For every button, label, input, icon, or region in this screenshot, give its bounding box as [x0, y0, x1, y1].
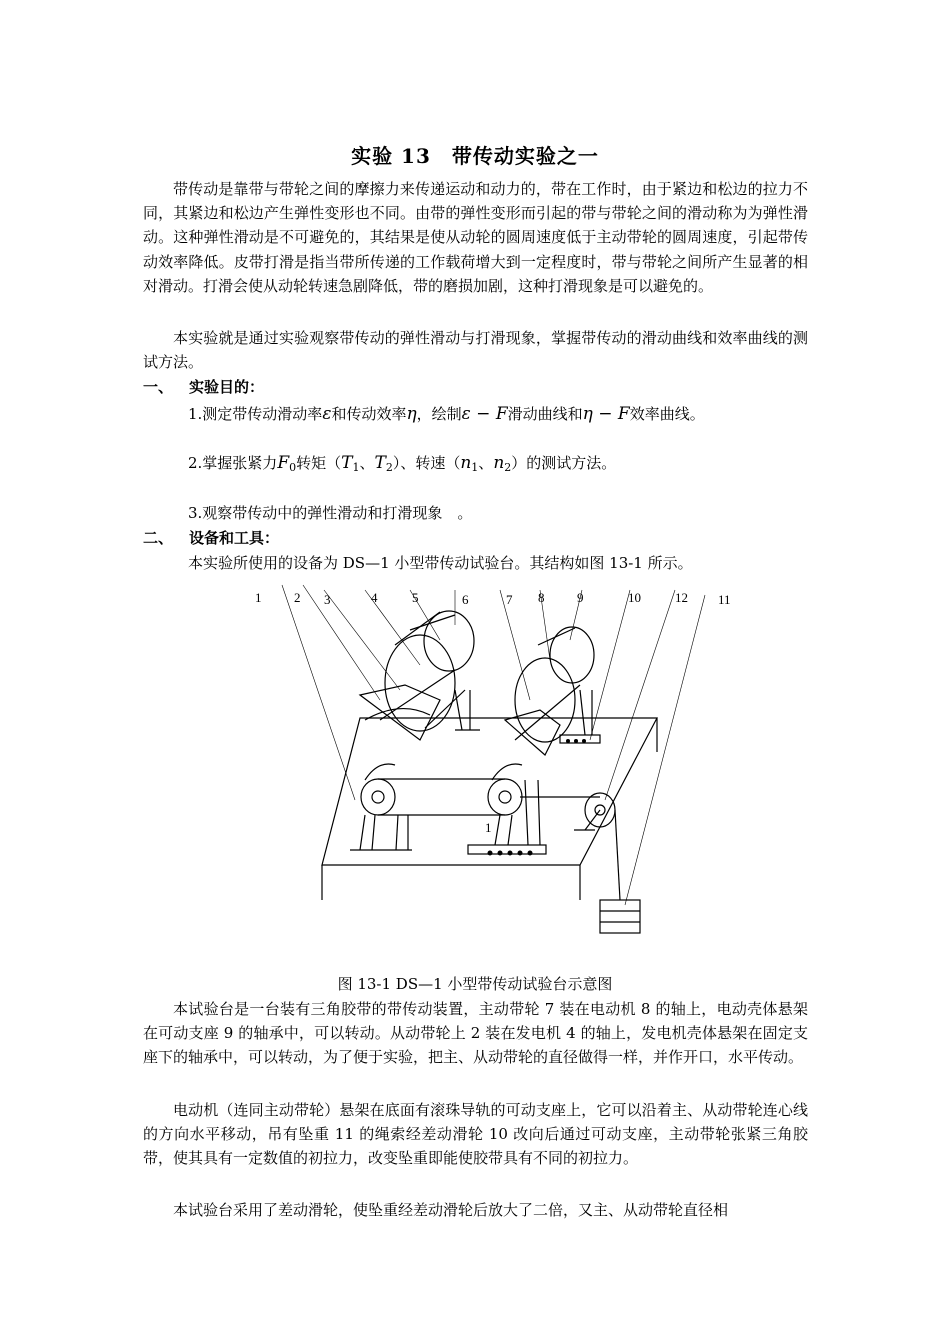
symbol-n: n [493, 453, 505, 473]
subscript: 1 [471, 461, 479, 474]
figure-label: 3 [324, 592, 331, 607]
item-text: 1.测定带传动滑动率 [188, 405, 323, 423]
section-title: 设备和工具： [189, 529, 280, 547]
body-paragraph-1: 本试验台是一台装有三角胶带的带传动装置，主动带轮 7 装在电动机 8 的轴上，电动壳体悬架在可动支座 9 的轴承中，可以转动。从动带轮上 2 装在发电机 4 的轴上，发电机壳体悬架在固定支座下的轴承中，可以转动，为了便于实验，把主、从动带轮的直径做得一样，并作开口，水平传动。 [143, 1000, 808, 1067]
motor-right [505, 627, 600, 755]
item-text: ，绘制 [416, 405, 462, 423]
item-text: ）、转速（ [392, 454, 461, 472]
separator: 、 [359, 454, 375, 472]
separator: 、 [478, 454, 494, 472]
belt-drive [361, 764, 600, 815]
item-text: 效率曲线。 [629, 405, 705, 423]
figure-label: 5 [412, 590, 419, 605]
equipment-text: 本实验所使用的设备为 DS—1 小型带传动试验台。其结构如图 13-1 所示。 [188, 554, 693, 572]
item-text: 和传动效率 [331, 405, 407, 423]
subscript: 1 [352, 461, 360, 474]
figure-label: 12 [675, 590, 688, 605]
subscript: 2 [385, 461, 393, 474]
section-title: 实验目的： [189, 378, 265, 396]
symbol-F: F [277, 453, 290, 473]
symbol-T: T [374, 453, 386, 473]
leader-lines [282, 585, 705, 905]
objective-item-3: 3.观察带传动中的弹性滑动和打滑现象 。 [188, 504, 473, 522]
figure-label: 10 [628, 590, 641, 605]
figure-label: 9 [577, 590, 584, 605]
body-paragraph-3: 本试验台采用了差动滑轮，使坠重经差动滑轮后放大了二倍，又主、从动带轮直径相 [173, 1201, 729, 1219]
epsilon-symbol: ε [322, 404, 332, 424]
figure-label: 1 [255, 590, 262, 605]
subscript: 0 [289, 461, 297, 474]
figure-caption: 图 13-1 DS—1 小型带传动试验台示意图 [337, 975, 613, 993]
intro-paragraph-2: 本实验就是通过实验观察带传动的弹性滑动与打滑现象，掌握带传动的滑动曲线和效率曲线的测试方法。 [143, 329, 808, 372]
item-text: 2.掌握张紧力 [188, 454, 278, 472]
figure-label: 2 [294, 590, 301, 605]
eta-symbol: η [406, 404, 417, 424]
figure-label: 1 [485, 820, 492, 835]
symbol-T: T [341, 453, 353, 473]
figure-label: 8 [538, 590, 545, 605]
item-text: 转矩（ [296, 454, 342, 472]
figure-label: 4 [371, 590, 378, 605]
figure-label: 6 [462, 592, 469, 607]
figure-label: 7 [506, 592, 513, 607]
hanging-weight [600, 900, 640, 933]
item-text: 滑动曲线和 [507, 405, 583, 423]
intro-paragraph-1: 带传动是靠带与带轮之间的摩擦力来传递运动和动力的，带在工作时，由于紧边和松边的拉力不同，其紧边和松边产生弹性变形也不同。由带的弹性变形而引起的带与带轮之间的滑动称为为弹性滑动。这种弹性滑动是不可避免的，其结果是使从动轮的圆周速度低于主动带轮的圆周速度，引起带传动效率降低。皮带打滑是指当带所传递的工作载荷增大到一定程度时，带与带轮之间所产生显著的相对滑动。打滑会使从动轮转速急剧降低，带的磨损加剧，这种打滑现象是可以避免的。 [143, 180, 808, 295]
formula-epsilon-F: ε − F [461, 404, 508, 424]
formula-eta-F: η − F [582, 404, 630, 424]
section-number: 二、 [143, 529, 174, 547]
page-title: 实验 13 带传动实验之一 [351, 144, 599, 168]
item-text: ）的测试方法。 [511, 454, 617, 472]
differential-pulley [574, 793, 620, 900]
body-paragraph-2: 电动机（连同主动带轮）悬架在底面有滚珠导轨的可动支座上，它可以沿着主、从动带轮连心线的方向水平移动，吊有坠重 11 的绳索经差动滑轮 10 改向后通过可动支座，主动带轮张紧三角胶带，使其具有一定数值的初拉力，改变坠重即能使胶带具有不同的初拉力。 [143, 1101, 808, 1168]
section-number: 一、 [143, 378, 174, 396]
subscript: 2 [504, 461, 512, 474]
figure-labels [255, 590, 731, 835]
generator-left [360, 611, 480, 740]
figure-label: 11 [718, 592, 731, 607]
base-table [322, 718, 657, 900]
symbol-n: n [460, 453, 472, 473]
